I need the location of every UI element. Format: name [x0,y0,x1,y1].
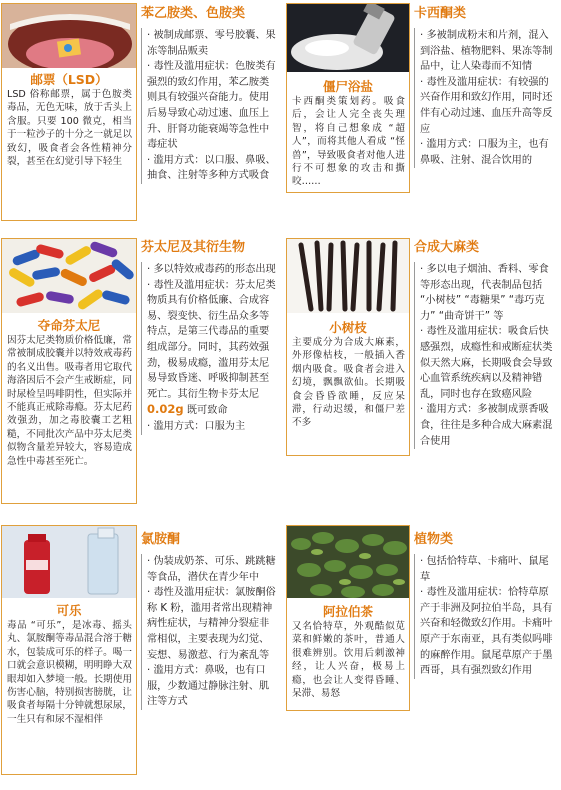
bathsalt-image [287,4,409,72]
lsd-image [2,4,136,68]
khat-image [287,526,409,598]
card-cola [1,525,137,775]
lsd-title: 邮票（LSD） [30,72,108,87]
card-khat [286,525,410,711]
card-lsd [1,3,137,221]
fentanyl-item-1: · 多以特效戒毒药的形态出现 [147,264,276,275]
ketamine-item-1: · 伪装成奶茶、可乐、跳跳糖等食品，潜伏在青少年中 [147,556,276,583]
section-cannabinoid [414,240,554,449]
cathinone-item-3: · 滥用方式：口服为主，也有鼻吸、注射、混合饮用的 [420,139,549,166]
cola-image [2,526,136,598]
cannabinoid-item-1: · 多以电子烟油、香料、零食等形态出现，代表制品包括 “小树枝” “毒糖果” “毒巧克力” “曲奇饼干” 等 [420,264,549,322]
fentanyl-dose-highlight: 0.02g [147,402,184,417]
fentanyl-title: 夺命芬太尼 [37,318,101,333]
section-cathinone [414,6,554,168]
card-bathsalt [286,3,410,193]
cathinone-item-1: · 多被制成粉末和片剂，混入到浴盐、植物肥料、果冻等制品中，让人染毒而不知情 [420,30,553,73]
tryptamine-item-2: · 毒性及滥用症状：色胺类有强烈的致幻作用，苯乙胺类则具有较强兴奋能力。使用后易导致心动过速、血压上升、肝肾功能衰竭等急性中毒症状 [147,61,276,151]
bathsalt-title: 僵尸浴盐 [322,79,373,94]
khat-title: 阿拉伯茶 [322,604,373,619]
cathinone-heading: 卡西酮类 [414,6,467,21]
ketamine-item-3: · 滥用方式：鼻吸，也有口服，少数通过静脉注射、肌注等方式 [147,665,270,708]
tryptamine-item-1: · 被制成邮票、零号胶囊、果冻等制品贩卖 [147,30,276,57]
cola-text: 毒品 “可乐”，是冰毒、摇头丸、氯胺酮等毒品混合溶于糖水，包装成可乐的样子。喝一口就会意识模糊，明明睁大双眼却如入梦境一般。长期使用伤害心脑，特别损害膀胱，让吸食者每隔十分钟就想尿尿，一生只有和尿不湿相伴 [7,620,132,725]
fentanyl-item-2 [147,278,277,419]
fentanyl-heading: 芬太尼及其衍生物 [141,240,246,255]
cannabinoid-heading: 合成大麻类 [414,240,480,255]
ketamine-item-2: · 毒性及滥用症状：氯胺酮俗称 K 粉，滥用者常出现精神病性症状，与精神分裂症非常相似，主要表现为幻觉、妄想、易激惹、行为紊乱等 [147,587,276,661]
tryptamine-item-3: · 滥用方式：以口服、鼻吸、抽食、注射等多种方式吸食 [147,154,276,182]
cannabinoid-item-3: · 滥用方式：多被制成票香吸食，往往是多种合成大麻素混合使用 [420,404,553,447]
khat-text: 又名恰特草，外观酷似苋菜和鲜嫩的茶叶，普通人很难辨别。饮用后刺激神经，让人兴奋，极易上瘾，也会让人变得昏睡、呆滞、易怒 [292,621,405,700]
fentanyl-item-3: · 滥用方式：口服为主 [147,420,246,432]
section-plant [414,532,554,679]
fentanyl-text: 因芬太尼类物质价格低廉，常常被制成胶囊并以特效戒毒药的名义出售。吸毒者用它取代海洛因后不会产生戒断症，同时尿检呈吗啡阴性，但实际并不能真正戒除毒瘾。芬太尼药效强劲，加之毒胶囊工艺粗糙，不同批次产品中芬太尼类似物含量差异较大，容易造成急性中毒甚至死亡。 [7,335,132,467]
lsd-text: LSD 俗称邮票，属于色胺类毒品，无色无味，放于舌头上含服。只要 100 微克，相当于一粒沙子的十分之一就足以致幻，吸食者会各性精神分裂，甚至在幻觉引导下轻生 [7,89,132,168]
stick-image [287,239,409,313]
card-fentanyl [1,238,137,504]
fentanyl-item-2-text: · 毒性及滥用症状：芬太尼类物质具有价格低廉、合成容易、裂变快、衍生品众多等特点，是第三代毒品的重要组成部分。同时，其药效强劲，极易成瘾，滥用芬太尼易导致昏迷、呼吸抑制甚至死亡。其衍生物卡芬太尼 [147,279,276,400]
fentanyl-item-2-tail: 既可致命 [183,405,228,417]
stick-text: 主要成分为合成大麻素，外形像枯枝，一般插入香烟内吸食。吸食者会进入幻境，飘飘欲仙。长期吸食会昏昏欲睡，反应呆滞，行动迟缓，和僵尸差不多 [292,337,405,429]
section-ketamine [141,532,277,710]
section-fentanyl [141,240,277,435]
card-stick [286,238,410,456]
cathinone-item-2: · 毒性及滥用症状：有较强的兴奋作用和致幻作用，同时还伴有心动过速、血压升高等反应 [420,76,553,135]
cola-title: 可乐 [56,603,82,618]
plant-heading: 植物类 [414,532,454,547]
stick-title: 小树枝 [329,320,367,335]
cannabinoid-item-2: · 毒性及滥用症状：吸食后快感强烈，成瘾性和戒断症状类似天然大麻，长期吸食会导致心血管系统疾病以及精神错乱，同时也存在致癌风险 [420,326,553,400]
fentanyl-image [2,239,136,313]
section-tryptamine [141,6,277,184]
ketamine-heading: 氯胺酮 [141,532,181,547]
tryptamine-heading: 苯乙胺类、色胺类 [141,6,246,21]
plant-item-1: · 包括恰特草、卡痛叶、鼠尾草 [420,556,549,583]
plant-item-2: · 毒性及滥用症状：恰特草原产于非洲及阿拉伯半岛，具有兴奋和轻微致幻作用。卡痛叶原产于东南亚，具有类似吗啡的麻醉作用。鼠尾草原产于墨西哥，具有强烈致幻作用 [420,587,553,677]
bathsalt-text: 卡西酮类策划药。吸食后，会让人完全丧失理智，将自己想象成 “超人”，而将其他人看成 “怪兽”，导致吸食者对他人进行不可想象的攻击和撕咬…… [292,96,405,188]
